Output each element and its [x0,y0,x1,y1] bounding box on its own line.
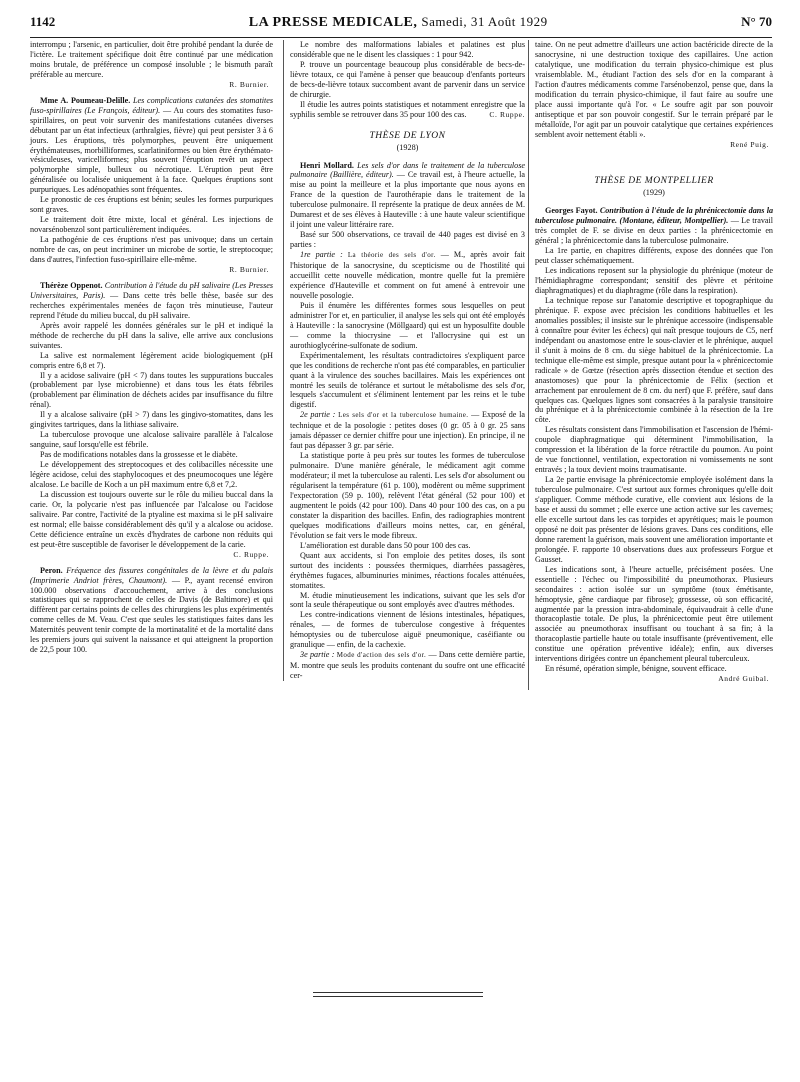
section-year: (1928) [396,142,419,152]
paragraph [290,100,525,120]
page-number: 1142 [30,14,56,29]
paragraph: Il y a acidose salivaire (pH < 7) dans toutes les suppurations buccales (probablement par lyse microbienne) et dans tous les états fébriles (probablement par élimination de déchets acides par insuffisance du filtre rénal). [30,370,273,410]
author-name: Peron. [40,565,63,575]
signature: C. Ruppe. [233,549,269,559]
paragraph: La pathogénie de ces éruptions n'est pas univoque; dans un certain nombre de cas, on peut incriminer un microbe de sortie, le streptocoque; dans d'autres, l'infection fuso-spirillaire elle-même. [30,235,273,265]
review-text: — Le travail très complet de F. se divise en deux parties : la phrénicectomie en général ; la phrénicectomie dans la tuberculose pulmonaire. [535,216,774,246]
part-heading: Les sels d'or et la tuberculose humaine. [338,411,469,420]
paragraph: En résumé, opération simple, bénigne, souvent efficace. [545,664,727,674]
signature: André Guibal. [718,674,769,684]
paragraph [290,650,525,681]
paragraph-text: — Dans cette dernière partie, M. montre que seuls les produits contenant du soufre ont une efficacité cer- [290,650,526,681]
column-2 [283,40,525,681]
review-entry [30,96,273,196]
paragraph [290,250,525,301]
footer-rule [313,992,483,993]
paragraph: Les indications sont, à l'heure actuelle, précisément posées. Une essentielle : l'échec ou l'impossibilité du pneumothorax. Plusieurs secondaires : action isolée sur un symptôme (toux émétisante, hémoptysie, gêne cardiaque par fibrose); grossesse, où son efficacité, augmentée par la pression intra-abdominale, équivaudrait à celle d'une thoracoplastie totale. De plus, la phrénicectomie peut être utilement associée au pneumothorax insuffisant ou touchant à sa fin; à la thoracoplastie partielle haute ou totale insuffisante (préventivement, elle constitue une opération préventive idéale); enfin, aux diverses interventions dirigées contre un épanchement pleural tuberculeux. [535,564,773,664]
section-year: (1929) [643,188,665,198]
journal-title [249,14,548,31]
paragraph: Les résultats consistent dans l'immobilisation et l'ascension de l'hémi-coupole diaphragmatique qui déterminent l'immobilisation, la compression et la libération de la force rétractile du poumon. Au point de vue fonctionnel, ventilation, expectoration ni vomissements ne sont entravés ; la toux devient moins traumatisante. [535,425,773,475]
review-entry [30,281,273,321]
page-header [30,14,772,38]
journal-name: LA PRESSE MEDICALE, [248,15,418,30]
column-3 [528,40,773,690]
paragraph-text: Il étudie les autres points statistiques et notamment enregistre que la syphilis semble se retrouver dans 35 pour 100 des cas. [290,99,525,119]
work-title: Contribution à l'étude du pH salivaire (Les Presses Universitaires, Paris). [30,280,273,300]
paragraph: Les indications reposent sur la physiologie du phrénique (moteur de l'hémidiaphragme correspondant; sensitif des plèvre et péritoine diaphragmatiques) et du diaphragme (rôle dans la respiration). [535,266,773,296]
paragraph: La statistique porte à peu près sur toutes les formes de tuberculose pulmonaire. D'une manière générale, le médicament agit comme modérateur; il met la tuberculose au ralenti. Les sels d'or absolument ou régularisent la température (61 p. 100), modèrent ou même suppriment l'expectoration (59 p. 100), relèvent l'état général (52 pour 100) et augmentent le poids (42 pour 100). Dans 40 pour 100 des cas, on a pu constater la disparition des bacilles. Enfin, des radiographies montrent quelques modifications d'ailleurs moins nettes, car, en général, l'évolution se fait vers le mode fibreux. [290,451,525,540]
paragraph: Le traitement doit être mixte, local et général. Les injections de novarsénobenzol sont particulièrement indiquées. [30,215,273,235]
author-name: Henri Mollard. [300,160,354,170]
signature: R. Burnier. [229,264,269,274]
paragraph: Le pronostic de ces éruptions est bénin; seules les formes purpuriques sont graves. [30,195,273,215]
issue-number: N° 70 [741,14,772,29]
part-heading: La théorie des sels d'or. [347,251,436,260]
paragraph: Le développement des streptocoques et des colibacilles nécessite une légère acidose, celui des staphylocoques et des pneumocoques une légère alcalose. Le bacille de Koch a un pH maximum entre 6,8 et 7,2. [30,460,273,489]
paragraph: La tuberculose provoque une alcalose salivaire parallèle à l'alcalose sanguine, sauf lorsqu'elle est fébrile. [30,430,273,450]
review-text: — Ce travail est, à l'heure actuelle, la mise au point la meilleure et la plus importante que nous ayons en France de la question de l'aurothérapie dans le traitement de la tuberculose pulmonaire. Il représente la pratique de deux années de M. Dumarest et de ses élèves à Hauteville : à une haute valeur scientifique il joint une valeur littéraire rare. [290,170,526,230]
paragraph: Quant aux accidents, si l'on emploie des petites doses, ils sont surtout des incidents : poussées thermiques, diarrhées passagères, érythèmes fugaces, albuminuries minimes, réactions focales atténuées, stomatites. [290,550,525,590]
work-title: Les sels d'or dans le traitement de la tuberculose pulmonaire (Baillière, éditeur). [290,160,526,180]
paragraph: La 1re partie, en chapitres différents, expose des données que l'on peut classer schématiquement. [535,246,773,266]
paragraph: M. étudie minutieusement les indications, suivant que les sels d'or sont la seule thérapeutique ou sont employés avec d'autres méthodes. [290,590,525,610]
paragraph: interrompu ; l'arsenic, en particulier, doit être prohibé pendant la durée de l'ictère. Le traitement spécifique doit être continué par une médication moins brutale, de préférence un composé insoluble ; le bismuth paraît préférable au mercure. [30,40,273,79]
paragraph: P. trouve un pourcentage beaucoup plus considérable de becs-de-lièvre totaux, ce qui l'amène à penser que beaucoup d'enfants porteurs de becs-de-lièvre totaux succombent avant de parvenir dans un service de chirurgie. [290,59,525,99]
review-entry [30,566,273,656]
part-label: 3e partie : [300,650,335,660]
work-title: Contribution à l'étude de la phrénicectomie dans la tuberculose pulmonaire. (Montane, éditeur, Montpellier). [535,206,774,226]
work-title: Les complications cutanées des stomatites fuso-spirillaires (Le François, éditeur). [30,95,274,115]
paragraph: La discussion est toujours ouverte sur le rôle du milieu buccal dans la carie. Or, la polycarie n'est pas influencée par l'alcalose ou l'acidose salivaire. Par contre, l'activité de la ptyaline est maxima si le pH salivaire est normal; elle baisse considérablement dès qu'il y a alcalose ou acidose. Cette déficience entraîne un excès d'hydrates de carbone non réduits qui est peut-être susceptible de favoriser le développement de la carie. [30,489,273,549]
paragraph: La salive est normalement légèrement acide biologiquement (pH compris entre 6,8 et 7). [30,350,273,370]
signature: C. Ruppe. [489,109,525,119]
section-heading: THÈSE DE MONTPELLIER [594,176,714,187]
column-1 [30,40,273,655]
part-label: 1re partie : [300,250,343,260]
review-entry [535,206,773,246]
paragraph: Puis il énumère les différentes formes sous lesquelles on peut administrer l'or et, en particulier, il analyse les sels qui ont été employés à Hauteville : la sanocrysine (Möllgaard) qui est un hyposulfite double — comme la thiocrysine — et l'allocrysine qui est un aurothioglycérine-sulfonate de sodium. [290,300,525,350]
review-text: — Dans cette très belle thèse, basée sur des recherches expérimentales menées de façon très minutieuse, l'auteur reprend l'étude du milieu buccal, du pH salivaire. [30,290,274,320]
paragraph: La 2e partie envisage la phrénicectomie employée isolément dans la tuberculose pulmonaire. C'est surtout aux formes chroniques qu'elle doit s'appliquer. Comme méthode curative, elle convient aux lésions de la base et aussi du sommet ; elle exerce une action active sur les cavernes; elle excelle surtout dans les cas torpides et apyrétiques; mais le poumon opposé ne doit pas présenter de lésions graves. Dans ces conditions, elle donne rarement la guérison, mais souvent une amélioration importante et prolongée. F. rapporte 10 observations dues aux professeurs Forgue et Gausset. [535,475,773,564]
paragraph-text: — M., après avoir fait l'historique de la sanocrysine, du scepticisme ou de l'hostilité qui accueillit cette nouvelle médication, montre quelle fut la première expérience d'Hauteville et comment on fut amené à entrevoir une nouvelle posologie. [290,250,526,300]
paragraph: Pas de modifications notables dans la grossesse et le diabète. [40,450,238,460]
paragraph: La technique repose sur l'anatomie descriptive et topographique du phrénique. F. expose avec précision les conditions habituelles et les anomalies possibles; il insiste sur le phrénique accessoire (indispensable à connaître pour éviter les échecs) qui naît presque toujours de C5, nerf indépendant ou anastomose entre le sous-clavier et le phrénique, auquel il s'unit à moins de 8 cm. du siège habituel de la phrénicectomie. La technique elle-même est simple, presque autant pour la « phrénicectomie radicale » de Gœtze (résection après dissection étendue et section des anastomoses) que pour la phrénicectomie de Félix (section et arrachement par enroulement de 8 cm. du nerf) que F. préfère, sauf dans quelques cas. Quelques lignes sont consacrées à la paralysie transitoire du phrénique et à la phrénicectomie combinée à la résection de la 1re côte. [535,295,773,425]
section-heading: THÈSE DE LYON [369,130,446,141]
paragraph: Expérimentalement, les résultats contradictoires s'expliquent parce que les conditions de recherche n'ont pas été comparables, en particulier quant à la virulence des souches bacillaires. Mais les expériences ont montré les seuils de tolérance et surtout le métabolisme des sels d'or, lesquels s'accumulent et s'éliminent lentement par les reins et le tube digestif. [290,350,525,410]
part-label: 2e partie : [300,410,336,420]
review-text: — Au cours des stomatites fuso-spirillaires, on peut voir survenir des manifestations cutanées diverses débutant par un état infectieux (arthralgies, fièvre) qui peut persister 3 à 6 jours. Les éruptions, très polymorphes, peuvent être uniquement érythémateuses, morbilliformes, scarlatiniformes ou bien être érythémato-vésiculeuses, varicelliformes; plus souvent l'éruption revêt un aspect polymorphe simple, bulleux ou nécrotique. L'éruption peut être généralisée ou localisée uniquement à la face. Quelques éruptions sont purpuriques. Les adénopathies sont fréquentes. [30,105,273,195]
paragraph: Le nombre des malformations labiales et palatines est plus considérable que ne le disent les classiques : 1 pour 942. [290,40,525,59]
paragraph: Il y a alcalose salivaire (pH > 7) dans les gingivo-stomatites, dans les gingivites tartriques, dans la lithiase salivaire. [30,410,273,430]
paragraph: L'amélioration est durable dans 50 pour 100 des cas. [300,540,471,550]
paragraph: Basé sur 500 observations, ce travail de 440 pages est divisé en 3 parties : [290,230,525,250]
paragraph: taine. On ne peut admettre d'ailleurs une action bactéricide directe de la sanocrysine, ni une destruction toxique des capillaires. Une action catalytique, une modification du terrain physico-chimique est plus vraisemblable. M., étudiant l'action des sels d'or en la comparant à l'action d'autres médicaments comme l'arsénobenzol, pense que, dans la modification du terrain physico-chimique, il faut faire au soufre une place aussi importante qu'à l'or. « Le soufre agit par son pouvoir antiseptique et par son pouvoir congestif. Sur le terrain préparé par le métalloïde, l'or agit par un pouvoir catalytique que certaines expériences semblent avoir nettement établi ». [535,40,773,139]
review-text: — P., ayant recensé environ 100.000 observations d'accouchement, arrive à des conclusions statistiques qui se rapprochent de celles de Davis (de Baltimore) et qui diffèrent par certains points de celles des chirurgiens les plus expérimentés comme celles de M. Veau. C'est que seules les statistiques faites dans les Maternités peuvent tenir compte de la mortinatalité et de la mortalité dans les premiers jours qui suivent la naissance et qui atteignent la proportion de 22,5 pour 100. [30,575,273,655]
paragraph [290,410,525,451]
paragraph: Après avoir rappelé les données générales sur le pH et indiqué la méthode de recherche du pH dans la salive, elle arrive aux conclusions suivantes. [30,320,273,350]
work-title: Fréquence des fissures congénitales de la lèvre et du palais (Imprimerie Andriot frères, Chaumont). [30,565,273,585]
author-name: Mme A. Poumeau-Delille. [40,95,131,105]
signature: René Puig. [730,139,769,149]
footer-rule [313,996,483,997]
review-entry [290,161,525,231]
issue-date: Samedi, 31 Août 1929 [421,14,548,29]
paragraph-text: — Exposé de la technique et de la posologie : petites doses (0 gr. 05 à 0 gr. 25 sans jamais dépasser ce dernier chiffre pour une injection). En principe, il ne faut pas dépasser 3 gr. par série. [290,410,526,451]
paragraph: Les contre-indications viennent de lésions intestinales, hépatiques, rénales, — de formes de tuberculose congestive à fréquentes hémoptysies ou de tuberculose aiguë pneumonique, caséifiante ou granulique — enfin, de la cachexie. [290,610,525,650]
author-name: Thérèze Oppenot. [40,280,103,290]
part-heading: Mode d'action des sels d'or. [336,651,427,660]
signature: R. Burnier. [229,79,269,89]
author-name: Georges Fayot. [545,206,598,216]
